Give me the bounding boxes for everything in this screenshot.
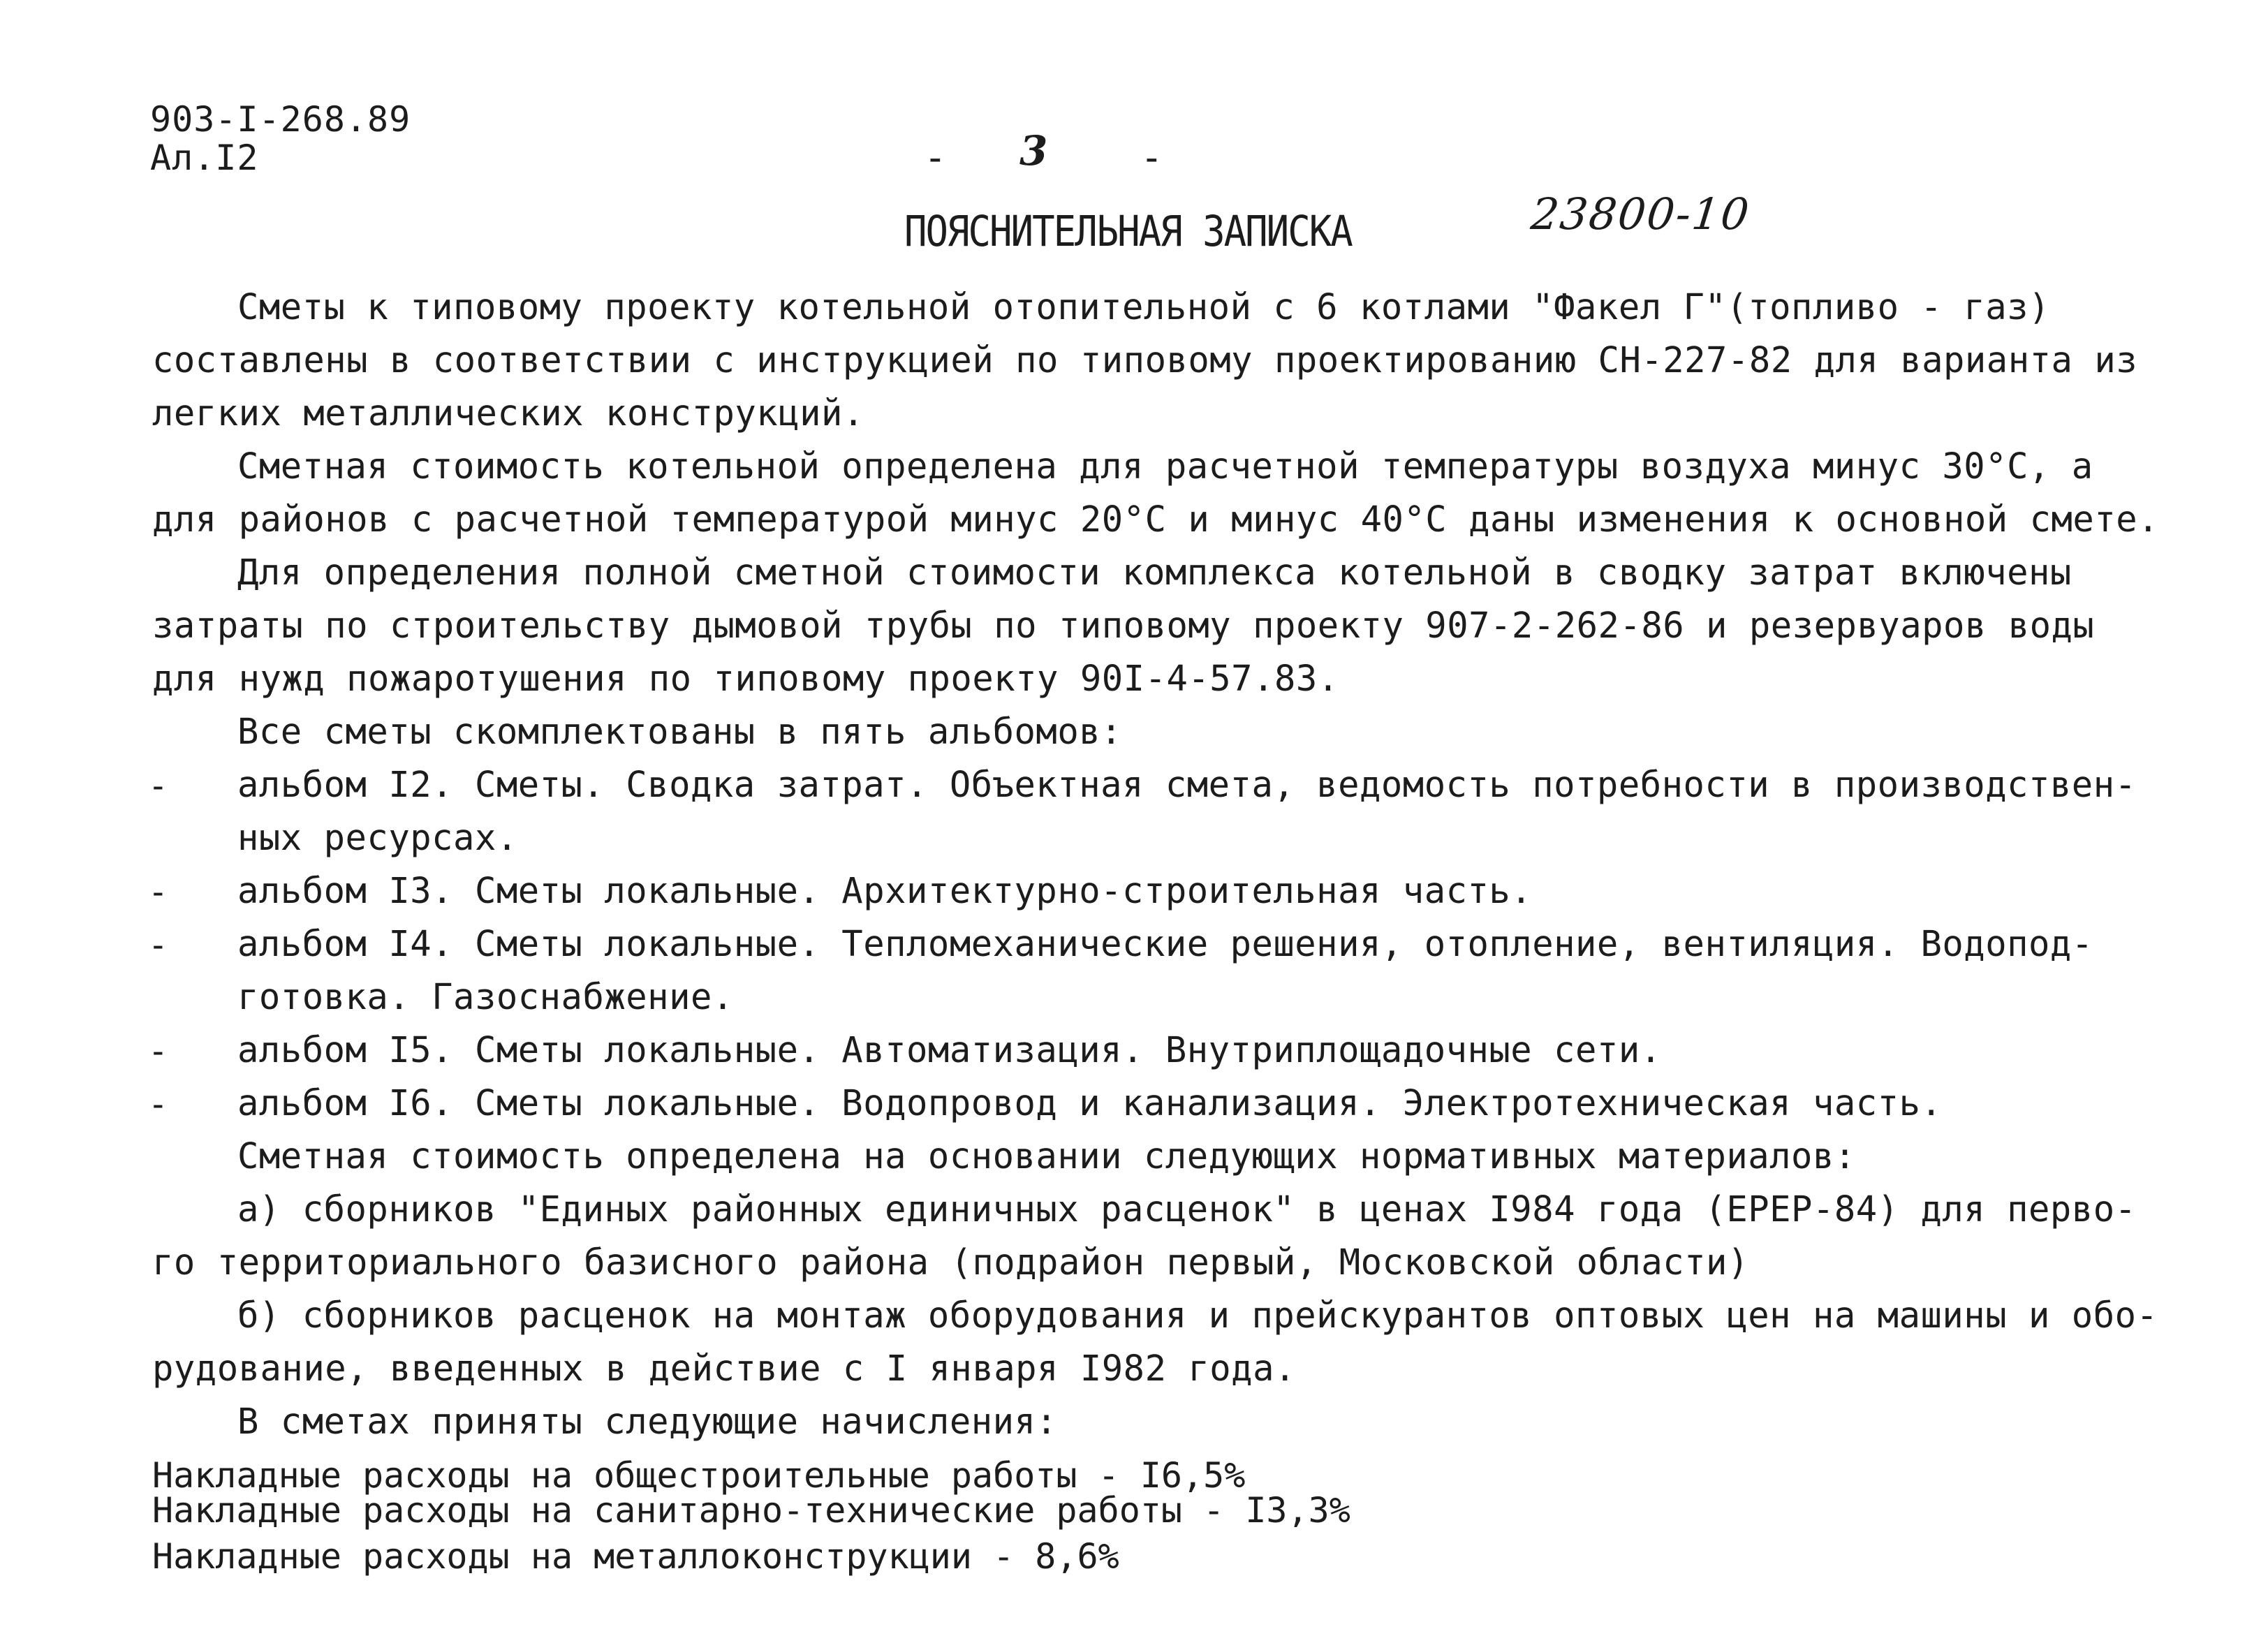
list-bullet: -: [152, 1084, 164, 1124]
album-15-line-1: альбом I5. Сметы локальные. Автоматизация. Внутриплощадочные сети.: [237, 1029, 1662, 1070]
handwritten-number: 23800-10: [1529, 189, 1753, 240]
paragraph-3-line-2: затраты по строительству дымовой трубы по типовому проекту 907-2-262-86 и резервуаров воды: [152, 605, 2095, 646]
document-title: ПОЯСНИТЕЛЬНАЯ ЗАПИСКА: [904, 207, 1352, 256]
list-bullet: -: [152, 925, 164, 964]
paragraph-1-line-2: составлены в соответствии с инструкцией по типовому проектированию СН-227-82 для варианта из: [152, 339, 2138, 381]
album-13-line-1: альбом I3. Сметы локальные. Архитектурно-строительная часть.: [237, 870, 1533, 911]
list-bullet: -: [152, 766, 164, 805]
paragraph-6-line-1: а) сборников "Единых районных единичных расценок" в ценах I984 года (ЕРЕР-84) для перво-: [237, 1188, 2137, 1230]
list-bullet: -: [152, 1031, 164, 1070]
paragraph-5: Сметная стоимость определена на основании следующих нормативных материалов:: [237, 1135, 1856, 1177]
paragraph-7-line-1: б) сборников расценок на монтаж оборудования и прейскурантов оптовых цен на машины и обо-: [237, 1295, 2158, 1336]
overhead-sanitary-technical: Накладные расходы на санитарно-технические работы - I3,3%: [152, 1490, 1350, 1531]
paragraph-2-line-2: для районов с расчетной температурой минус 20°С и минус 40°С даны изменения к основной смете.: [152, 499, 2160, 540]
page-dash-right: -: [1145, 135, 1158, 179]
document-code: 903-I-268.89: [150, 99, 411, 140]
album-12-line-1: альбом I2. Сметы. Сводка затрат. Объектная смета, ведомость потребности в производствен-: [237, 764, 2137, 805]
overhead-general-construction: Накладные расходы на общестроительные работы - I6,5%: [152, 1455, 1246, 1496]
page-dash-left: -: [929, 135, 942, 179]
page-number: 3: [1019, 127, 1048, 175]
album-16-line-1: альбом I6. Сметы локальные. Водопровод и канализация. Электротехническая часть.: [237, 1082, 1943, 1124]
paragraph-3-line-3: для нужд пожаротушения по типовому проекту 90I-4-57.83.: [152, 658, 1339, 699]
paragraph-8: В сметах приняты следующие начисления:: [237, 1401, 1058, 1442]
paragraph-1-line-3: легких металлических конструкций.: [152, 392, 864, 434]
paragraph-7-line-2: рудование, введенных в действие с I января I982 года.: [152, 1348, 1296, 1389]
paragraph-1-line-1: Сметы к типовому проекту котельной отопительной с 6 котлами "Факел Г"(топливо - газ): [237, 286, 2050, 327]
paragraph-6-line-2: го территориального базисного района (подрайон первый, Московской области): [152, 1242, 1749, 1283]
paragraph-3-line-1: Для определения полной сметной стоимости комплекса котельной в сводку затрат включены: [237, 552, 2072, 593]
list-bullet: -: [152, 872, 164, 911]
album-12-line-2: ных ресурсах.: [237, 817, 518, 858]
paragraph-2-line-1: Сметная стоимость котельной определена для расчетной температуры воздуха минус 30°С, а: [237, 445, 2093, 487]
overhead-metal-structures: Накладные расходы на металлоконструкции - 8,6%: [152, 1536, 1119, 1577]
album-14-line-2: готовка. Газоснабжение.: [237, 976, 734, 1017]
album-reference: Ал.I2: [150, 138, 259, 178]
album-14-line-1: альбом I4. Сметы локальные. Тепломеханические решения, отопление, вентиляция. Водопод-: [237, 923, 2093, 964]
paragraph-4: Все сметы скомплектованы в пять альбомов:: [237, 711, 1123, 752]
